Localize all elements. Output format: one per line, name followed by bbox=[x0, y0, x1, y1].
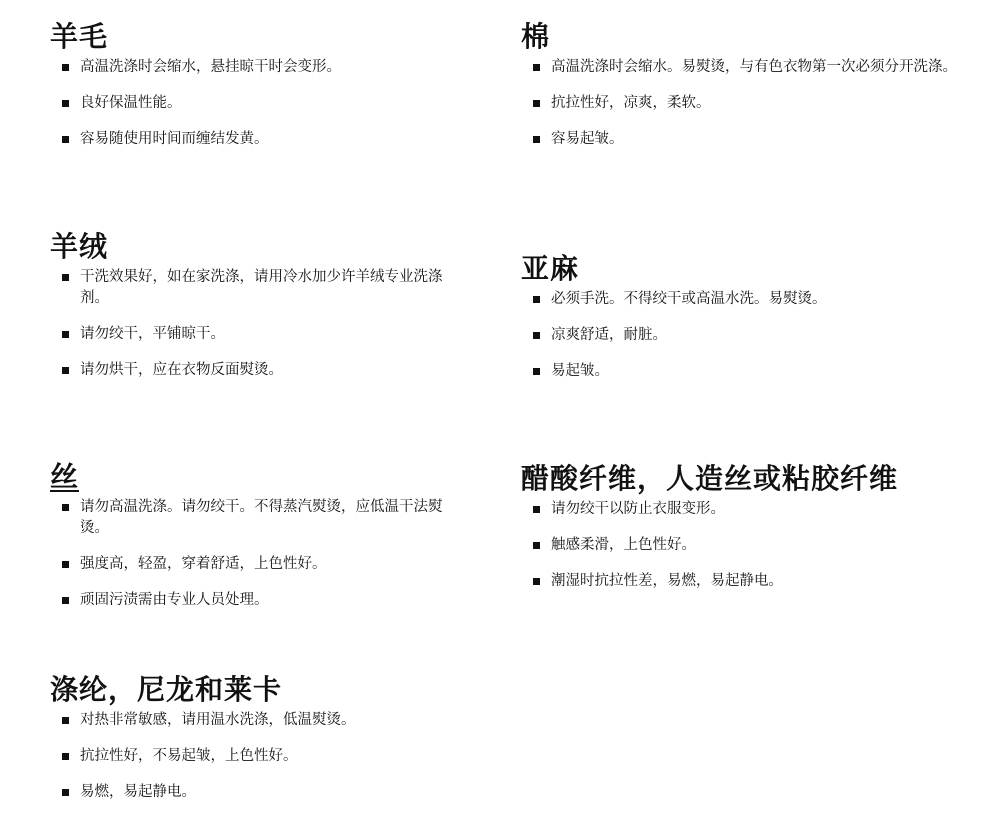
square-bullet-icon bbox=[62, 597, 69, 604]
square-bullet-icon bbox=[62, 717, 69, 724]
section-cotton bbox=[521, 20, 961, 165]
list-item-text: 请勿高温洗涤。请勿绞干。不得蒸汽熨烫，应低温干法熨烫。 bbox=[80, 499, 443, 536]
care-list bbox=[521, 289, 961, 382]
section-title: 丝 bbox=[50, 460, 80, 493]
list-item bbox=[50, 782, 470, 803]
square-bullet-icon bbox=[62, 367, 69, 374]
square-bullet-icon bbox=[533, 542, 540, 549]
list-item-text: 请勿绞干，平铺晾干。 bbox=[80, 326, 225, 342]
list-item bbox=[521, 325, 961, 346]
list-item-text: 顽固污渍需由专业人员处理。 bbox=[80, 592, 269, 608]
list-item bbox=[50, 497, 450, 539]
square-bullet-icon bbox=[533, 100, 540, 107]
list-item-text: 易燃，易起静电。 bbox=[80, 784, 196, 800]
section-title: 亚麻 bbox=[521, 252, 580, 285]
care-list bbox=[521, 499, 981, 592]
section-title: 醋酸纤维，人造丝或粘胶纤维 bbox=[521, 462, 899, 495]
section-title: 羊绒 bbox=[50, 230, 109, 263]
list-item bbox=[50, 710, 470, 731]
list-item-text: 凉爽舒适，耐脏。 bbox=[551, 327, 667, 343]
square-bullet-icon bbox=[62, 331, 69, 338]
square-bullet-icon bbox=[533, 506, 540, 513]
section-silk bbox=[50, 460, 450, 626]
square-bullet-icon bbox=[533, 136, 540, 143]
list-item bbox=[521, 361, 961, 382]
list-item bbox=[50, 93, 450, 114]
list-item-text: 必须手洗。不得绞干或高温水洗。易熨烫。 bbox=[551, 291, 827, 307]
list-item bbox=[521, 57, 961, 78]
square-bullet-icon bbox=[62, 274, 69, 281]
list-item-text: 请勿绞干以防止衣服变形。 bbox=[551, 501, 725, 517]
list-item bbox=[50, 590, 450, 611]
square-bullet-icon bbox=[62, 504, 69, 511]
list-item bbox=[50, 746, 470, 767]
section-wool bbox=[50, 20, 450, 165]
section-linen bbox=[521, 252, 961, 397]
square-bullet-icon bbox=[533, 64, 540, 71]
list-item bbox=[521, 499, 981, 520]
square-bullet-icon bbox=[62, 64, 69, 71]
care-list bbox=[50, 497, 450, 611]
list-item bbox=[521, 571, 981, 592]
care-list bbox=[50, 57, 450, 150]
list-item bbox=[521, 93, 961, 114]
list-item-text: 易起皱。 bbox=[551, 363, 609, 379]
square-bullet-icon bbox=[62, 561, 69, 568]
section-acetate bbox=[521, 462, 981, 607]
section-title: 羊毛 bbox=[50, 20, 109, 53]
square-bullet-icon bbox=[62, 789, 69, 796]
care-list bbox=[50, 710, 470, 803]
square-bullet-icon bbox=[533, 332, 540, 339]
section-cashmere bbox=[50, 230, 450, 396]
list-item bbox=[50, 324, 450, 345]
list-item bbox=[521, 129, 961, 150]
section-polyester bbox=[50, 673, 470, 818]
list-item-text: 潮湿时抗拉性差，易燃，易起静电。 bbox=[551, 573, 783, 589]
list-item bbox=[521, 535, 981, 556]
list-item-text: 触感柔滑，上色性好。 bbox=[551, 537, 696, 553]
square-bullet-icon bbox=[533, 368, 540, 375]
square-bullet-icon bbox=[62, 100, 69, 107]
square-bullet-icon bbox=[533, 578, 540, 585]
list-item bbox=[50, 57, 450, 78]
list-item bbox=[50, 554, 450, 575]
square-bullet-icon bbox=[62, 753, 69, 760]
list-item-text: 高温洗涤时会缩水，悬挂晾干时会变形。 bbox=[80, 59, 341, 75]
section-title: 棉 bbox=[521, 20, 551, 53]
list-item-text: 容易起皱。 bbox=[551, 131, 624, 147]
square-bullet-icon bbox=[62, 136, 69, 143]
list-item bbox=[50, 267, 450, 309]
care-list bbox=[50, 267, 450, 381]
section-title: 涤纶，尼龙和莱卡 bbox=[50, 673, 283, 706]
list-item bbox=[521, 289, 961, 310]
list-item-text: 强度高，轻盈，穿着舒适，上色性好。 bbox=[80, 556, 327, 572]
list-item-text: 干洗效果好，如在家洗涤，请用冷水加少许羊绒专业洗涤剂。 bbox=[80, 269, 443, 306]
list-item-text: 请勿烘干，应在衣物反面熨烫。 bbox=[80, 362, 283, 378]
list-item-text: 容易随使用时间而缠结发黄。 bbox=[80, 131, 269, 147]
list-item-text: 抗拉性好，凉爽，柔软。 bbox=[551, 95, 711, 111]
list-item bbox=[50, 360, 450, 381]
list-item-text: 抗拉性好，不易起皱，上色性好。 bbox=[80, 748, 298, 764]
list-item-text: 良好保温性能。 bbox=[80, 95, 182, 111]
care-list bbox=[521, 57, 961, 150]
list-item bbox=[50, 129, 450, 150]
list-item-text: 对热非常敏感，请用温水洗涤，低温熨烫。 bbox=[80, 712, 356, 728]
square-bullet-icon bbox=[533, 296, 540, 303]
list-item-text: 高温洗涤时会缩水。易熨烫，与有色衣物第一次必须分开洗涤。 bbox=[551, 59, 957, 75]
